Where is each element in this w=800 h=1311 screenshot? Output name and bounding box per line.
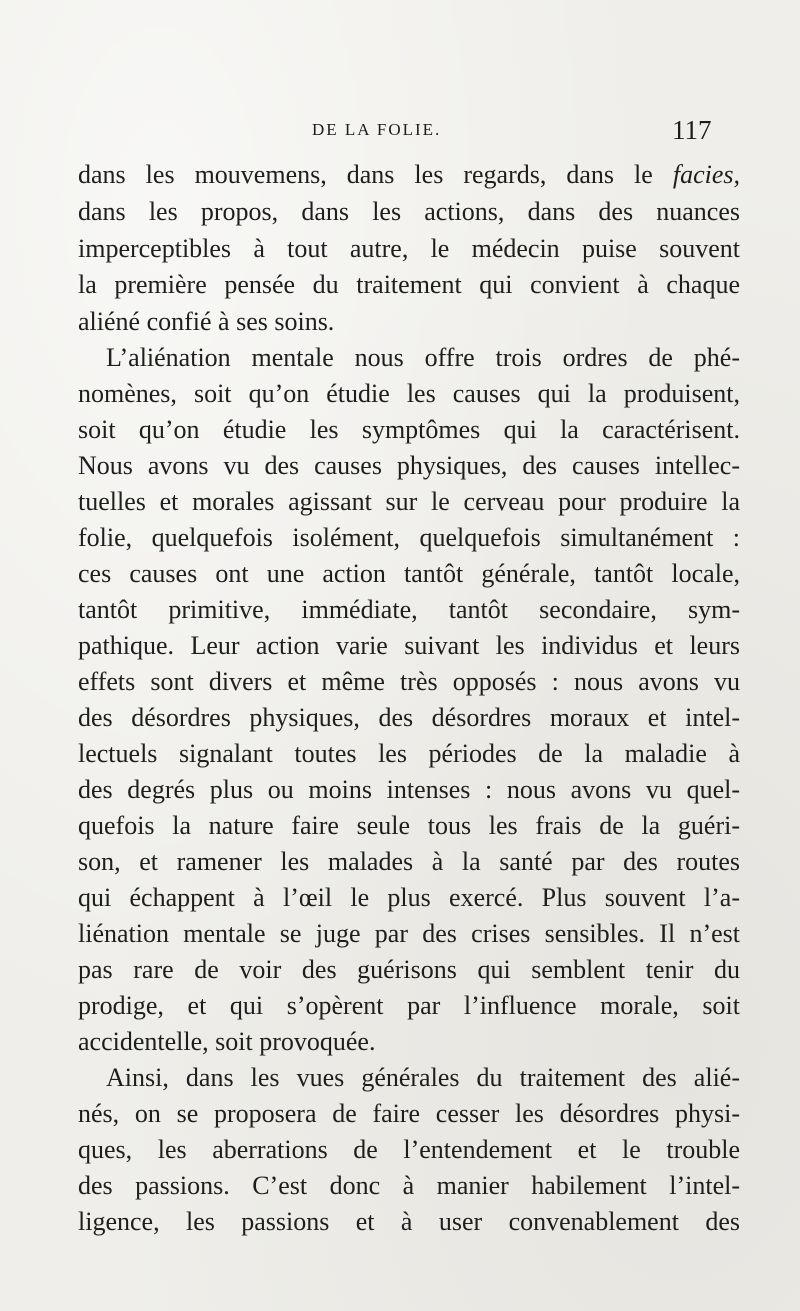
page-number: 117 bbox=[672, 115, 712, 145]
text-line: des désordres physiques, des désordres moraux et intel- bbox=[78, 703, 740, 732]
text-line: aliéné confié à ses soins. bbox=[78, 307, 335, 336]
text-line: accidentelle, soit provoquée. bbox=[78, 1027, 376, 1056]
text-line: prodige, et qui s’opèrent par l’influence morale, soit bbox=[78, 991, 740, 1020]
text-line: qui échappent à l’œil le plus exercé. Plus souvent l’a- bbox=[78, 883, 740, 912]
text-line: liénation mentale se juge par des crises sensibles. Il n’est bbox=[78, 919, 740, 948]
text-line: tantôt primitive, immédiate, tantôt secondaire, sym- bbox=[78, 595, 740, 624]
text-line: dans les propos, dans les actions, dans des nuances bbox=[78, 197, 740, 226]
italic-term: facies, bbox=[672, 160, 740, 189]
text-line: des passions. C’est donc à manier habilement l’intel- bbox=[78, 1171, 740, 1200]
text-line: imperceptibles à tout autre, le médecin puise souvent bbox=[78, 234, 740, 263]
page-header bbox=[0, 115, 800, 152]
text-line: quefois la nature faire seule tous les frais de la guéri- bbox=[78, 811, 740, 840]
text-line: L’aliénation mentale nous offre trois ordres de phé- bbox=[106, 343, 740, 372]
text-line: tuelles et morales agissant sur le cerveau pour produire la bbox=[78, 487, 740, 516]
text-line: Ainsi, dans les vues générales du traitement des alié- bbox=[106, 1063, 740, 1092]
running-title: DE LA FOLIE. bbox=[312, 120, 442, 139]
text-line bbox=[78, 157, 740, 193]
text-line: nés, on se proposera de faire cesser les désordres physi- bbox=[78, 1099, 740, 1128]
text-line: ligence, les passions et à user convenablement des bbox=[78, 1207, 740, 1236]
text-line: pathique. Leur action varie suivant les individus et leurs bbox=[78, 631, 740, 660]
text-line: ques, les aberrations de l’entendement et le trouble bbox=[78, 1135, 740, 1164]
text-run: dans les mouvemens, dans les regards, dans le bbox=[78, 160, 653, 189]
text-line: lectuels signalant toutes les périodes de la maladie à bbox=[78, 739, 740, 768]
text-line: son, et ramener les malades à la santé par des routes bbox=[78, 847, 740, 876]
text-line: Nous avons vu des causes physiques, des causes intellec- bbox=[78, 451, 740, 480]
text-line: la première pensée du traitement qui convient à chaque bbox=[78, 270, 740, 299]
text-line: effets sont divers et même très opposés : nous avons vu bbox=[78, 667, 740, 696]
text-line: nomènes, soit qu’on étudie les causes qui la produisent, bbox=[78, 379, 740, 408]
text-line: pas rare de voir des guérisons qui semblent tenir du bbox=[78, 955, 740, 984]
text-line: soit qu’on étudie les symptômes qui la caractérisent. bbox=[78, 415, 740, 444]
text-line: des degrés plus ou moins intenses : nous avons vu quel- bbox=[78, 775, 740, 804]
text-line: folie, quelquefois isolément, quelquefois simultanément : bbox=[78, 523, 740, 552]
text-line: ces causes ont une action tantôt générale, tantôt locale, bbox=[78, 559, 740, 588]
